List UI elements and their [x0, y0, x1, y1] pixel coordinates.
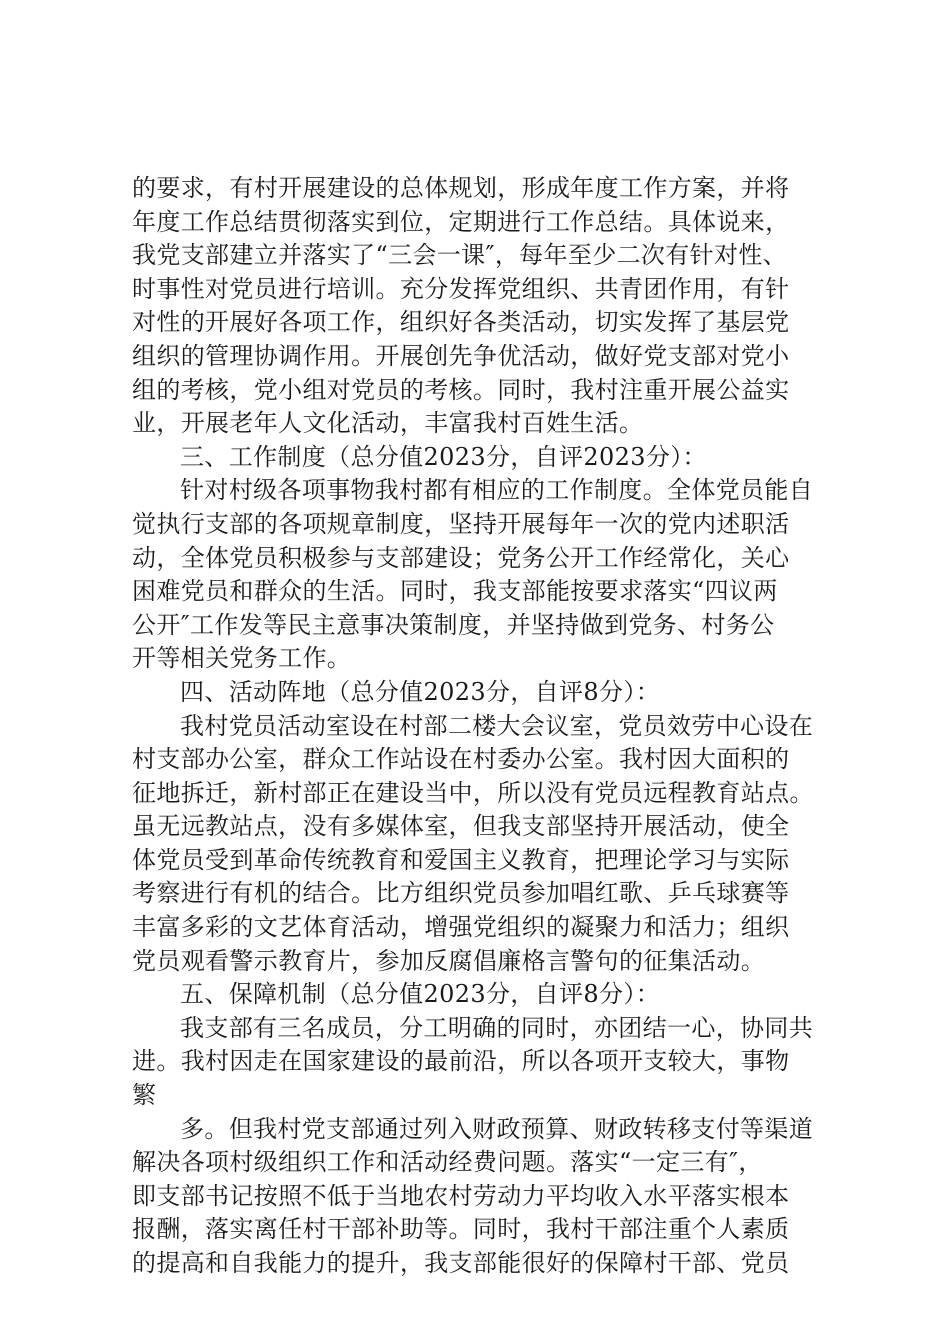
text-line: 即支部书记按照不低于当地农村劳动力平均收入水平落实根本 — [132, 1181, 790, 1210]
text-line: 解决各项村级组织工作和活动经费问题。落实“一定三有″， — [132, 1148, 763, 1177]
text-line: 多。但我村党支部通过列入财政预算、财政转移支付等渠道 — [180, 1114, 814, 1143]
text-line: 党员观看警示教育片，参加反腐倡廉格言警句的征集活动。 — [132, 946, 766, 975]
text-line: 公开″工作发等民主意事决策制度，并坚持做到党务、村务公 — [132, 610, 775, 639]
text-line: 年度工作总结贯彻落实到位，定期进行工作总结。具体说来， — [132, 207, 790, 236]
text-line: 针对村级各项事物我村都有相应的工作制度。全体党员能自 — [180, 476, 814, 505]
text-line: 时事性对党员进行培训。充分发挥党组织、共青团作用，有针 — [132, 274, 790, 303]
text-line: 体党员受到革命传统教育和爱国主义教育，把理论学习与实际 — [132, 845, 790, 874]
text-line: 业，开展老年人文化活动，丰富我村百姓生活。 — [132, 409, 644, 438]
text-line: 三、工作制度（总分值2023分，自评2023分）： — [180, 442, 707, 471]
text-line: 进。我村因走在国家建设的最前沿，所以各项开支较大，事物 — [132, 1047, 790, 1076]
text-line: 村支部办公室，群众工作站设在村委办公室。我村因大面积的 — [132, 745, 790, 774]
text-line: 四、活动阵地（总分值2023分，自评8分）： — [180, 677, 661, 706]
text-line: 对性的开展好各项工作，组织好各类活动，切实发挥了基层党 — [132, 308, 790, 337]
text-line: 动，全体党员积极参与支部建设；党务公开工作经常化，关心 — [132, 543, 790, 572]
text-line: 觉执行支部的各项规章制度，坚持开展每年一次的党内述职活 — [132, 509, 790, 538]
text-line: 考察进行有机的结合。比方组织党员参加唱红歌、乒乓球赛等 — [132, 879, 790, 908]
text-line: 繁 — [132, 1081, 157, 1110]
body-text — [132, 172, 832, 1281]
text-line: 组织的管理协调作用。开展创先争优活动，做好党支部对党小 — [132, 341, 790, 370]
text-line: 征地拆迁，新村部正在建设当中，所以没有党员远程教育站点。 — [132, 778, 814, 807]
text-line: 的要求，有村开展建设的总体规划，形成年度工作方案，并将 — [132, 174, 790, 202]
text-line: 五、保障机制（总分值2023分，自评8分）： — [180, 980, 661, 1009]
text-line: 报酬，落实离任村干部补助等。同时，我村干部注重个人素质 — [132, 1215, 790, 1244]
text-line: 丰富多彩的文艺体育活动，增强党组织的凝聚力和活力；组织 — [132, 913, 790, 942]
text-line: 我党支部建立并落实了“三会一课″，每年至少二次有针对性、 — [132, 241, 788, 270]
text-line: 的提高和自我能力的提升，我支部能很好的保障村干部、党员 — [132, 1249, 790, 1277]
text-line: 虽无远教站点，没有多媒体室，但我支部坚持开展活动，使全 — [132, 812, 790, 841]
text-line: 开等相关党务工作。 — [132, 644, 352, 673]
text-line: 困难党员和群众的生活。同时，我支部能按要求落实“四议两 — [132, 577, 778, 606]
text-line: 组的考核，党小组对党员的考核。同时，我村注重开展公益实 — [132, 375, 790, 404]
text-line: 我支部有三名成员，分工明确的同时，亦团结一心，协同共 — [180, 1013, 814, 1042]
text-line: 我村党员活动室设在村部二楼大会议室，党员效劳中心设在 — [180, 711, 814, 740]
